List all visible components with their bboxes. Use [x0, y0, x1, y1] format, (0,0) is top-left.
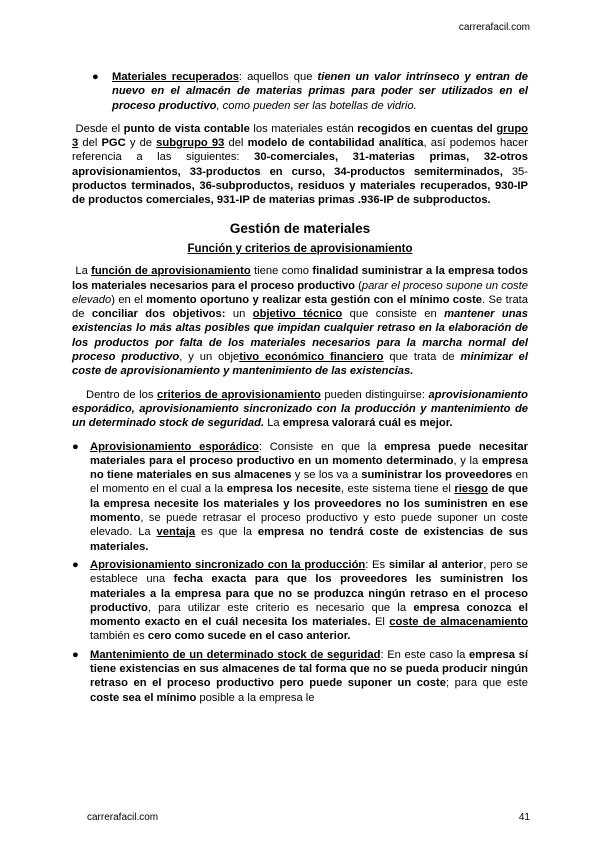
paragraph-funcion: La función de aprovisionamiento tiene como finalidad suministrar a la empresa todos los materiales necesarios para el proceso productivo (parar el proceso supone un coste elevado) en el momento oportuno y realizar esta gestión con el mínimo coste. Se trata de conciliar dos objetivos: un objetivo técnico que consiste en mantener unas existencias lo más altas posibles que impidan cualquier retraso en la elaboración de los productos por falta de los materiales necesarios para la marcha normal del proceso productivo, y un objetivo económico financiero que trata de minimizar el coste de aprovisionamiento y mantenimiento de las existencias. — [72, 265, 528, 378]
bullet-dot: ● — [72, 648, 79, 661]
bullet-sincronizado: ● Aprovisionamiento sincronizado con la producción: Es similar al anterior, pero se establece una fecha exacta para que los proveedores les suministren los materiales a la empresa para que no se produzca ningún retraso en el proceso productivo, para utilizar este criterio es necesario que la empresa conozca el momento exacto en el cuál necesita los materiales. El coste de almacenamiento también es cero como sucede en el caso anterior. — [72, 558, 528, 643]
section-title: Gestión de materiales — [229, 220, 371, 236]
bullet-dot: ● — [92, 71, 99, 83]
header-site: carrerafacil.com — [458, 22, 530, 33]
paragraph-criterios: Dentro de los criterios de aprovisionamiento pueden distinguirse: aprovisionamiento esporádico, aprovisionamiento sincronizado con la producción y mantenimiento de un determinado stock de seguridad. La empresa valorará cuál es mejor. — [72, 388, 528, 430]
page-number: 41 — [518, 812, 530, 823]
paragraph-contable: Desde el punto de vista contable los materiales están recogidos en cuentas del grupo 3 del PGC y de subgrupo 93 del modelo de contabilidad analítica, así podemos hacer referencia a las siguientes: 30-comerciales, 31-materias primas, 32-otros aprovisionamientos, 33-productos en curso, 34-productos semiterminados, 35- productos terminados, 36-subproductos, residuos y materiales recuperados, 930-IP de productos comerciales, 931-IP de materias primas .936-IP de subproductos. — [72, 122, 529, 207]
bullet-esporadico: ● Aprovisionamiento esporádico: Consiste en que la empresa puede necesitar materiales para el proceso productivo en un momento determinado, y la empresa no tiene materiales en sus almacenes y se los va a suministrar los proveedores en el momento en el cual a la empresa los necesite, este sistema tiene el riesgo de que la empresa necesite los materiales y los proveedores no los suministren en ese momento, se puede retrasar el proceso productivo y esto puede suponer un coste elevado. La ventaja es que la empresa no tendrá coste de existencias de sus materiales. — [72, 440, 528, 553]
footer-site: carrerafacil.com — [87, 812, 159, 823]
bullet-dot: ● — [72, 558, 79, 571]
subsection-title: Función y criterios de aprovisionamiento — [187, 242, 413, 255]
bullet-dot: ● — [72, 440, 79, 453]
bullet-materiales-recuperados: ● Materiales recuperados: aquellos que tienen un valor intrínseco y entran de nuevo en el almacén de materias primas para poder ser utilizados en el proceso productivo, como pueden ser las botellas de vidrio. — [92, 71, 528, 112]
page-content — [72, 70, 528, 705]
term: Materiales recuperados — [112, 71, 239, 83]
bullet-stock-seguridad: ● Mantenimiento de un determinado stock de seguridad: En este caso la empresa sí tiene existencias en sus almacenes de tal forma que no se pueda producir ningún retraso en el proceso productivo pero puede suponer un coste; para que este coste sea el mínimo posible a la empresa le — [72, 648, 529, 704]
